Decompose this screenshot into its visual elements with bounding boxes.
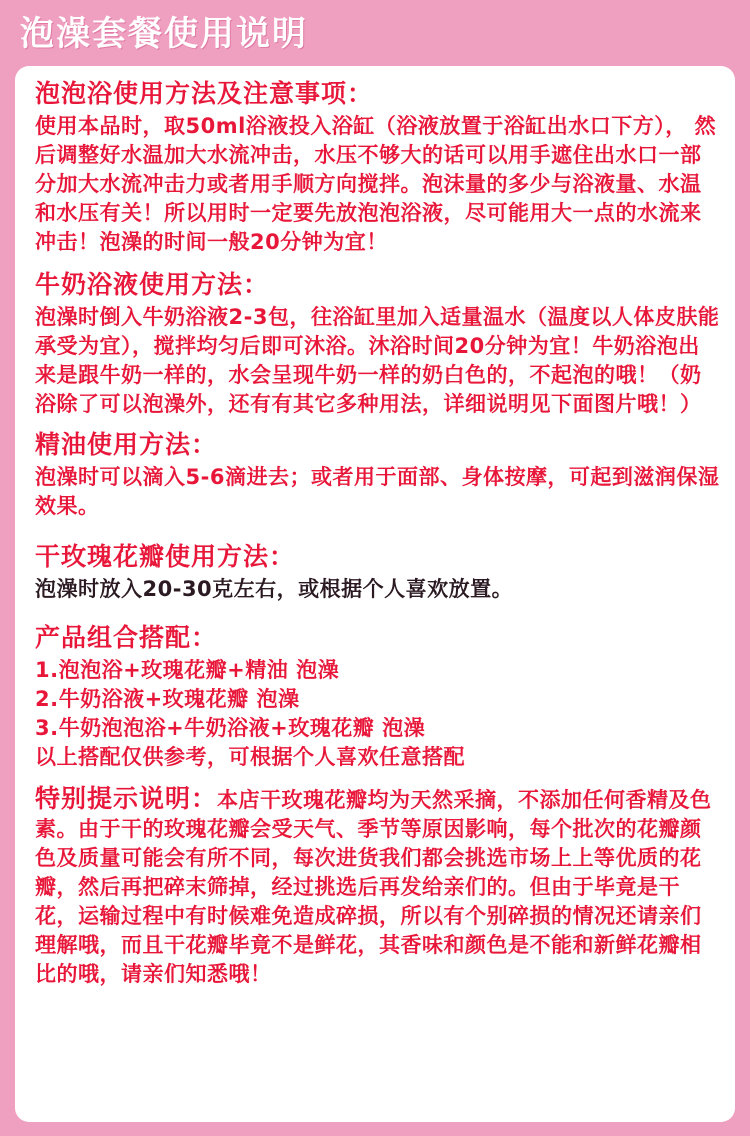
section-heading: 特别提示说明： [35,784,218,813]
section-combos [35,620,721,772]
section-body: 泡澡时放入20-30克左右，或根据个人喜欢放置。 [35,577,514,601]
page-title: 泡澡套餐使用说明 [20,14,308,54]
section-heading: 产品组合搭配： [35,623,218,652]
section-special-notice [35,784,721,989]
section-body: 泡澡时倒入牛奶浴液2-3包，往浴缸里加入适量温水（温度以人体皮肤能承受为宜），搅拌均匀后即可沐浴。沐浴时间20分钟为宜！牛奶浴泡出来是跟牛奶一样的，水会呈现牛奶一样的奶白色的，不起泡的哦！（奶浴除了可以泡澡外，还有有其它多种用法，详细说明见下面图片哦！） [35,305,720,416]
section-bubble-bath [35,76,721,257]
section-essential-oil [35,427,721,521]
combo-note: 以上搭配仅供参考，可根据个人喜欢任意搭配 [35,745,465,769]
section-milk-bath [35,267,721,419]
list-item: 3.牛奶泡泡浴+牛奶浴液+玫瑰花瓣 泡澡 [35,716,426,740]
list-item: 1.泡泡浴+玫瑰花瓣+精油 泡澡 [35,658,340,682]
instructions-card [15,66,735,1122]
section-body: 本店干玫瑰花瓣均为天然采摘，不添加任何香精及色素。由于干的玫瑰花瓣会受天气、季节等原因影响，每个批次的花瓣颜色及质量可能会有所不同，每次进货我们都会挑选市场上上等优质的花瓣，然后再把碎末筛掉，经过挑选后再发给亲们的。但由于毕竟是干花，运输过程中有时候难免造成碎损，所以有个别碎损的情况还请亲们理解哦，而且干花瓣毕竟不是鲜花，其香味和颜色是不能和新鲜花瓣相比的哦，请亲们知悉哦！ [35,788,712,986]
section-heading: 泡泡浴使用方法及注意事项： [35,79,374,108]
section-heading: 精油使用方法： [35,430,218,459]
header-banner [0,0,750,66]
combo-list [35,656,721,772]
section-heading: 干玫瑰花瓣使用方法： [35,542,296,571]
section-heading: 牛奶浴液使用方法： [35,270,270,299]
section-body: 使用本品时，取50ml浴液投入浴缸（浴液放置于浴缸出水口下方）， 然后调整好水温加大水流冲击，水压不够大的话可以用手遮住出水口一部分加大水流冲击力或者用手顺方向搅拌。泡沫量的多少与浴液量、水温和水压有关！所以用时一定要先放泡泡浴液，尽可能用大一点的水流来冲击！泡澡的时间一般20分钟为宜！ [35,114,717,254]
list-item: 2.牛奶浴液+玫瑰花瓣 泡澡 [35,687,300,711]
section-body: 泡澡时可以滴入5-6滴进去；或者用于面部、身体按摩，可起到滋润保湿效果。 [35,465,720,518]
section-rose-petals [35,539,721,604]
special-notice-paragraph [35,784,721,989]
